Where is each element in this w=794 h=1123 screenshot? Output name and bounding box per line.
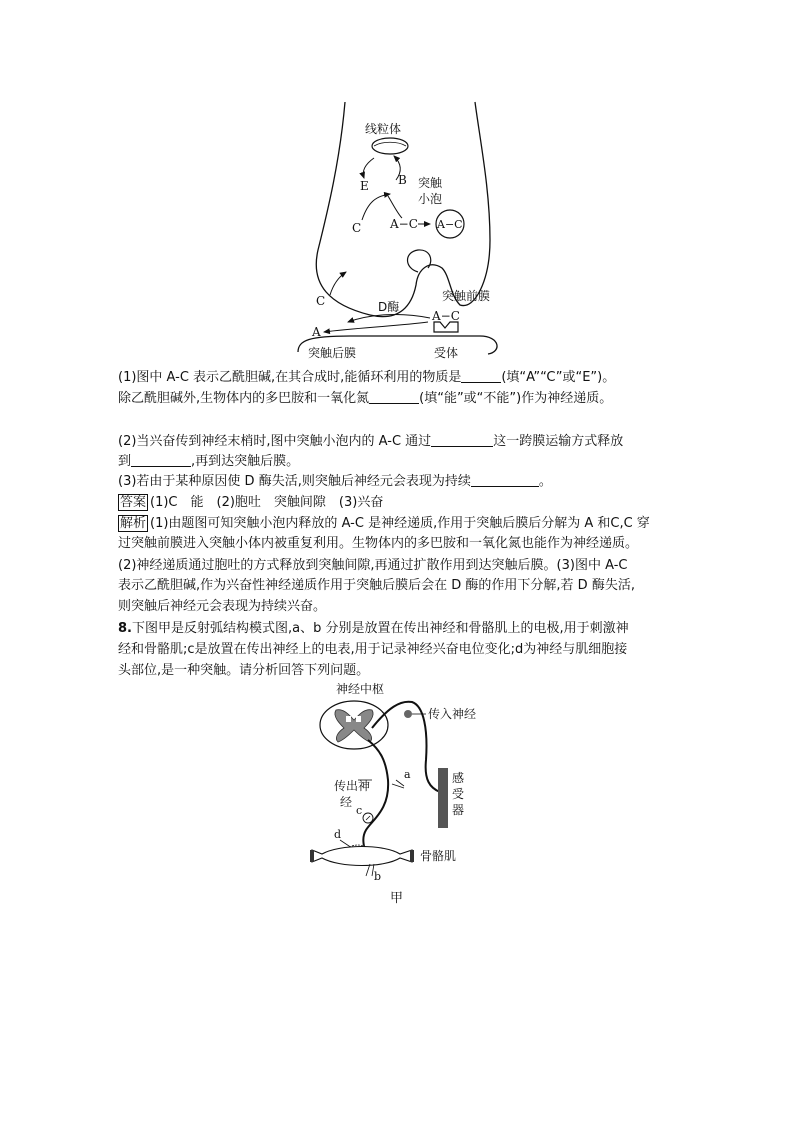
label-e: E <box>360 179 369 193</box>
q7-part1-text-b: (填“A”“C”或“E”)。 <box>501 370 616 385</box>
answer-blank[interactable] <box>369 390 419 404</box>
q7-analysis-line5: 则突触后神经元会表现为持续兴奋。 <box>118 599 327 614</box>
reflex-arc-diagram <box>300 680 500 910</box>
electrode-a-label: a <box>404 768 411 781</box>
q7-part2-line1 <box>118 432 693 452</box>
receptor <box>434 322 458 332</box>
electrode-b-label: b <box>374 870 382 883</box>
label-ac-bottom: A−C <box>432 309 460 323</box>
receptor-label: 受体 <box>434 346 459 360</box>
receptor-label-2: 受 <box>452 787 465 801</box>
answer-tag: 答案 <box>120 495 147 510</box>
mitochondrion <box>372 138 408 154</box>
q7-part2-text-b: 这一跨膜运输方式释放 <box>493 434 624 449</box>
analysis-text-1: (1)由题图可知突触小泡内释放的 A-C 是神经递质,作用于突触后膜后分解为 A 和C,C 穿 <box>150 516 650 531</box>
ganglion <box>404 710 412 718</box>
q7-part1-line1 <box>118 368 693 388</box>
q7-part3-text-b: 。 <box>538 474 552 489</box>
q7-analysis-line3: (2)神经递质通过胞吐的方式释放到突触间隙,再通过扩散作用到达突触后膜。(3)图中 A-C <box>118 558 628 573</box>
label-b: B <box>398 173 407 187</box>
analysis-tag: 解析 <box>120 516 147 531</box>
receptor-organ <box>438 768 448 828</box>
q7-part2-text-a: (2)当兴奋传到神经末梢时,图中突触小泡内的 A-C 通过 <box>118 434 432 449</box>
q7-analysis-line2: 过突触前膜进入突触小体内被重复利用。生物体内的多巴胺和一氧化氮也能作为神经递质。 <box>118 536 639 551</box>
enzyme-label: D酶 <box>378 300 400 314</box>
efferent-nerve-label-1: 传出神 <box>334 779 371 793</box>
q7-part1-text-a: (1)图中 A-C 表示乙酰胆碱,在其合成时,能循环利用的物质是 <box>118 370 462 385</box>
efferent-nerve-label-2: 经 <box>340 795 353 809</box>
q7-analysis-line1 <box>118 514 693 534</box>
mitochondrion-label: 线粒体 <box>365 122 402 136</box>
q7-part2-text-c: 到 <box>118 454 132 469</box>
label-c-upper: C <box>352 221 362 235</box>
label-ac-circle: A−C <box>437 218 463 231</box>
q7-part3 <box>118 472 693 492</box>
presynaptic-membrane-label: 突触前膜 <box>442 289 491 303</box>
answer-blank[interactable] <box>431 433 493 447</box>
q8-text-1: 下图甲是反射弧结构模式图,a、b 分别是放置在传出神经和骨骼肌上的电极,用于刺激神 <box>131 621 629 636</box>
meter-c-label: c <box>356 804 363 817</box>
q8-line3: 头部位,是一种突触。请分析回答下列问题。 <box>118 663 370 678</box>
label-ac-top: A−C <box>390 217 418 231</box>
q7-part2-text-d: ,再到达突触后膜。 <box>191 454 300 469</box>
q8-line2: 经和骨骼肌;c是放置在传出神经上的电表,用于记录神经兴奋电位变化;d为神经与肌细胞接 <box>118 642 628 657</box>
label-c-lower: C <box>316 294 326 308</box>
vesicle-label-1: 突触 <box>418 176 443 190</box>
figure-caption: 甲 <box>390 891 404 906</box>
presynaptic-terminal-outline <box>316 102 490 317</box>
afferent-nerve-label: 传入神经 <box>428 707 477 721</box>
synapse-diagram <box>290 100 510 365</box>
receptor-label-1: 感 <box>452 771 465 785</box>
answer-blank[interactable] <box>461 369 501 383</box>
postsynaptic-membrane-label: 突触后膜 <box>308 346 357 360</box>
skeletal-muscle <box>312 847 412 866</box>
nerve-center-label: 神经中枢 <box>336 682 385 696</box>
efferent-nerve <box>363 740 388 860</box>
q7-part3-text-a: (3)若由于某种原因使 D 酶失活,则突触后神经元会表现为持续 <box>118 474 471 489</box>
q7-part1-line2 <box>118 389 693 409</box>
skeletal-muscle-label: 骨骼肌 <box>420 849 457 863</box>
receptor-label-3: 器 <box>452 803 465 817</box>
q8-number: 8. <box>118 621 132 636</box>
answer-blank[interactable] <box>131 453 191 467</box>
label-a: A <box>312 325 321 339</box>
answer-text: (1)C 能 (2)胞吐 突触间隙 (3)兴奋 <box>150 495 384 510</box>
vesicle-label-2: 小泡 <box>418 192 443 206</box>
answer-blank[interactable] <box>471 473 539 487</box>
q7-part1-text-d: (填“能”或“不能”)作为神经递质。 <box>419 391 613 406</box>
q8-line1 <box>118 619 693 639</box>
fusing-vesicle <box>408 250 431 272</box>
q7-part1-text-c: 除乙酰胆碱外,生物体内的多巴胺和一氧化氮 <box>118 391 370 406</box>
junction-d-label: d <box>334 828 342 841</box>
q7-answer <box>118 493 693 513</box>
q7-analysis-line4: 表示乙酰胆碱,作为兴奋性神经递质作用于突触后膜后会在 D 酶的作用下分解,若 D 酶失活, <box>118 578 635 593</box>
q7-part2-line2 <box>118 452 693 472</box>
